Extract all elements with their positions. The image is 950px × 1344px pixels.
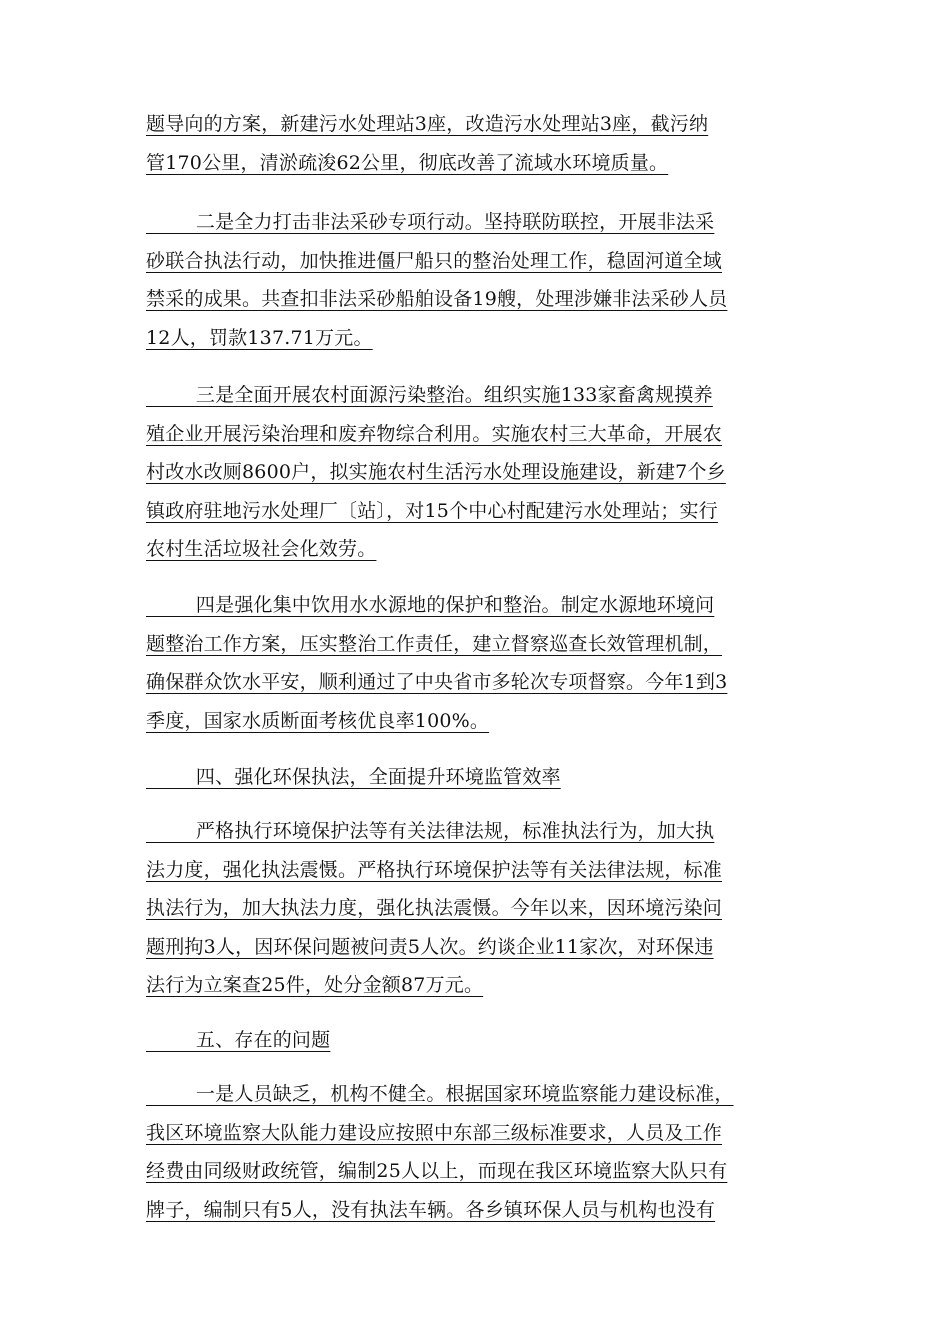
- text-line: 一是人员缺乏，机构不健全。根据国家环境监察能力建设标准，: [146, 1083, 734, 1105]
- text-line: 四是强化集中饮用水水源地的保护和整治。制定水源地环境问: [146, 594, 715, 616]
- text-line: 题导向的方案，新建污水处理站3座，改造污水处理站3座，截污纳: [146, 113, 709, 135]
- paragraph-problems: [146, 1075, 826, 1229]
- section-heading-problems: [146, 1021, 826, 1060]
- heading-line: 四、强化环保执法，全面提升环境监管效率: [146, 766, 561, 788]
- text-line: 农村生活垃圾社会化效劳。: [146, 538, 377, 561]
- heading-line: 五、存在的问题: [146, 1029, 331, 1051]
- paragraph-enforcement: [146, 812, 826, 1005]
- text-line: 镇政府驻地污水处理厂〔站〕，对15个中心村配建污水处理站；实行: [146, 499, 718, 522]
- section-heading-enforcement: [146, 758, 826, 797]
- text-line: 牌子，编制只有5人，没有执法车辆。各乡镇环保人员与机构也没有: [146, 1198, 716, 1221]
- text-line: 二是全力打击非法采砂专项行动。坚持联防联控，开展非法采: [146, 211, 715, 233]
- text-line: 季度，国家水质断面考核优良率100%。: [146, 709, 490, 732]
- text-line: 题刑拘3人，因环保问题被问责5人次。约谈企业11家次，对环保违: [146, 935, 714, 958]
- text-line: 村改水改厕8600户，拟实施农村生活污水处理设施建设，新建7个乡: [146, 461, 726, 484]
- paragraph-rural-pollution: [146, 376, 826, 569]
- text-line: 严格执行环境保护法等有关法律法规，标准执法行为，加大执: [146, 820, 715, 842]
- text-line: 12人，罚款137.71万元。: [146, 326, 373, 349]
- paragraph-water-environment: [146, 105, 826, 182]
- paragraph-drinking-water: [146, 586, 826, 740]
- text-line: 确保群众饮水平安，顺利通过了中央省市多轮次专项督察。今年1到3: [146, 671, 728, 694]
- text-line: 砂联合执法行动，加快推进僵尸船只的整治处理工作，稳固河道全域: [146, 249, 723, 272]
- text-line: 法行为立案查25件，处分金额87万元。: [146, 974, 484, 997]
- text-line: 法力度，强化执法震慑。严格执行环境保护法等有关法律法规，标准: [146, 858, 723, 881]
- text-line: 经费由同级财政统管，编制25人以上，而现在我区环境监察大队只有: [146, 1160, 728, 1183]
- text-line: 殖企业开展污染治理和废弃物综合利用。实施农村三大革命，开展农: [146, 422, 723, 445]
- text-line: 三是全面开展农村面源污染整治。组织实施133家畜禽规摸养: [146, 384, 713, 406]
- paragraph-illegal-sand-mining: [146, 203, 826, 357]
- text-line: 执法行为，加大执法力度，强化执法震慑。今年以来，因环境污染问: [146, 897, 723, 920]
- text-line: 我区环境监察大队能力建设应按照中东部三级标准要求，人员及工作: [146, 1121, 723, 1144]
- text-line: 禁采的成果。共查扣非法采砂船舶设备19艘，处理涉嫌非法采砂人员: [146, 288, 728, 311]
- text-line: 管170公里，清淤疏浚62公里，彻底改善了流域水环境质量。: [146, 151, 669, 174]
- text-line: 题整治工作方案，压实整治工作责任，建立督察巡查长效管理机制，: [146, 632, 723, 655]
